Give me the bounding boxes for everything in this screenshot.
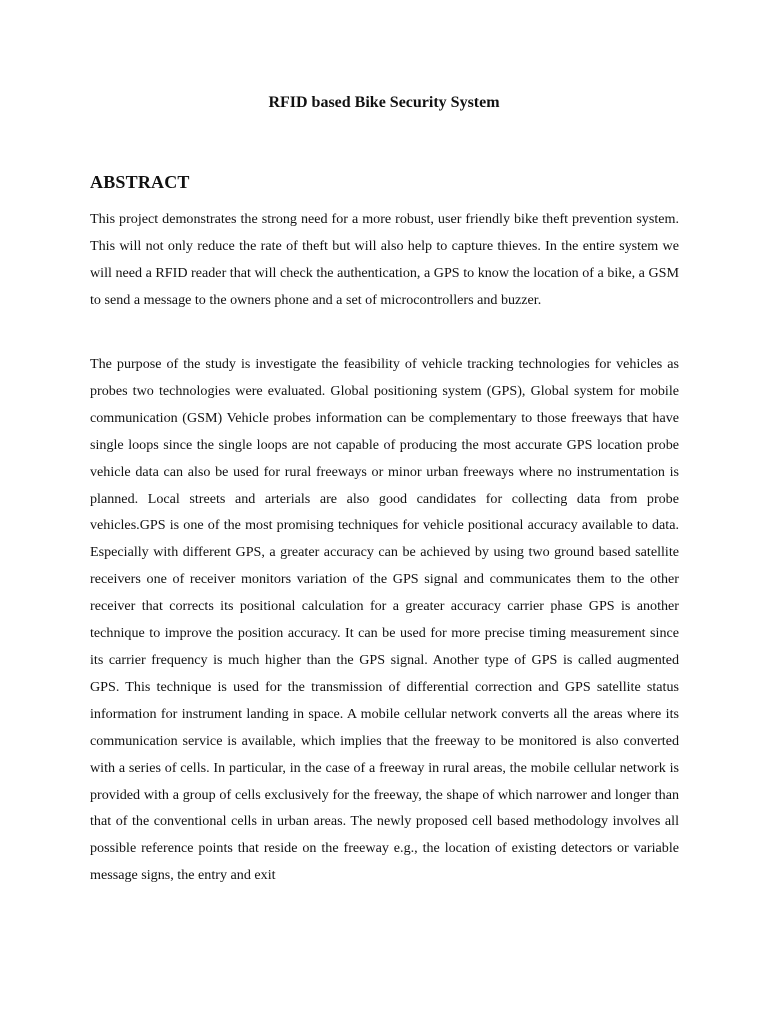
document-title: RFID based Bike Security System <box>268 94 500 111</box>
abstract-paragraph-2: The purpose of the study is investigate the feasibility of vehicle tracking technologies for vehicles as probes two technologies were evaluated. Global positioning system (GPS), Global system for mobile communication (GSM) Vehicle probes information can be complementary to those freeways that have single loops since the single loops are not capable of producing the most accurate GPS location probe vehicle data can also be used for rural freeways or minor urban freeways where no instrumentation is planned. Local streets and arterials are also good candidates for collecting data from probe vehicles.GPS is one of the most promising techniques for vehicle positional accuracy available to data. Especially with different GPS, a greater accuracy can be achieved by using two ground based satellite receivers one of receiver monitors variation of the GPS signal and communicates them to the other receiver that corrects its positional calculation for a greater accuracy carrier phase GPS is another technique to improve the position accuracy. It can be used for more precise timing measurement since its carrier frequency is much higher than the GPS signal. Another type of GPS is called augmented GPS. This technique is used for the transmission of differential correction and GPS satellite status information for instrument landing in space. A mobile cellular network converts all the areas where its communication service is available, which implies that the freeway to be monitored is also converted with a series of cells. In particular, in the case of a freeway in rural areas, the mobile cellular network is provided with a group of cells exclusively for the freeway, the shape of which narrower and longer than that of the conventional cells in urban areas. The newly proposed cell based methodology involves all possible reference points that reside on the freeway e.g., the location of existing detectors or variable message signs, the entry and exit <box>90 356 679 884</box>
section-heading-abstract: ABSTRACT <box>90 172 190 192</box>
abstract-paragraph-1: This project demonstrates the strong need for a more robust, user friendly bike theft prevention system. This will not only reduce the rate of theft but will also help to capture thieves. In the entire system we will need a RFID reader that will check the authentication, a GPS to know the location of a bike, a GSM to send a message to the owners phone and a set of microcontrollers and buzzer. <box>90 211 679 308</box>
